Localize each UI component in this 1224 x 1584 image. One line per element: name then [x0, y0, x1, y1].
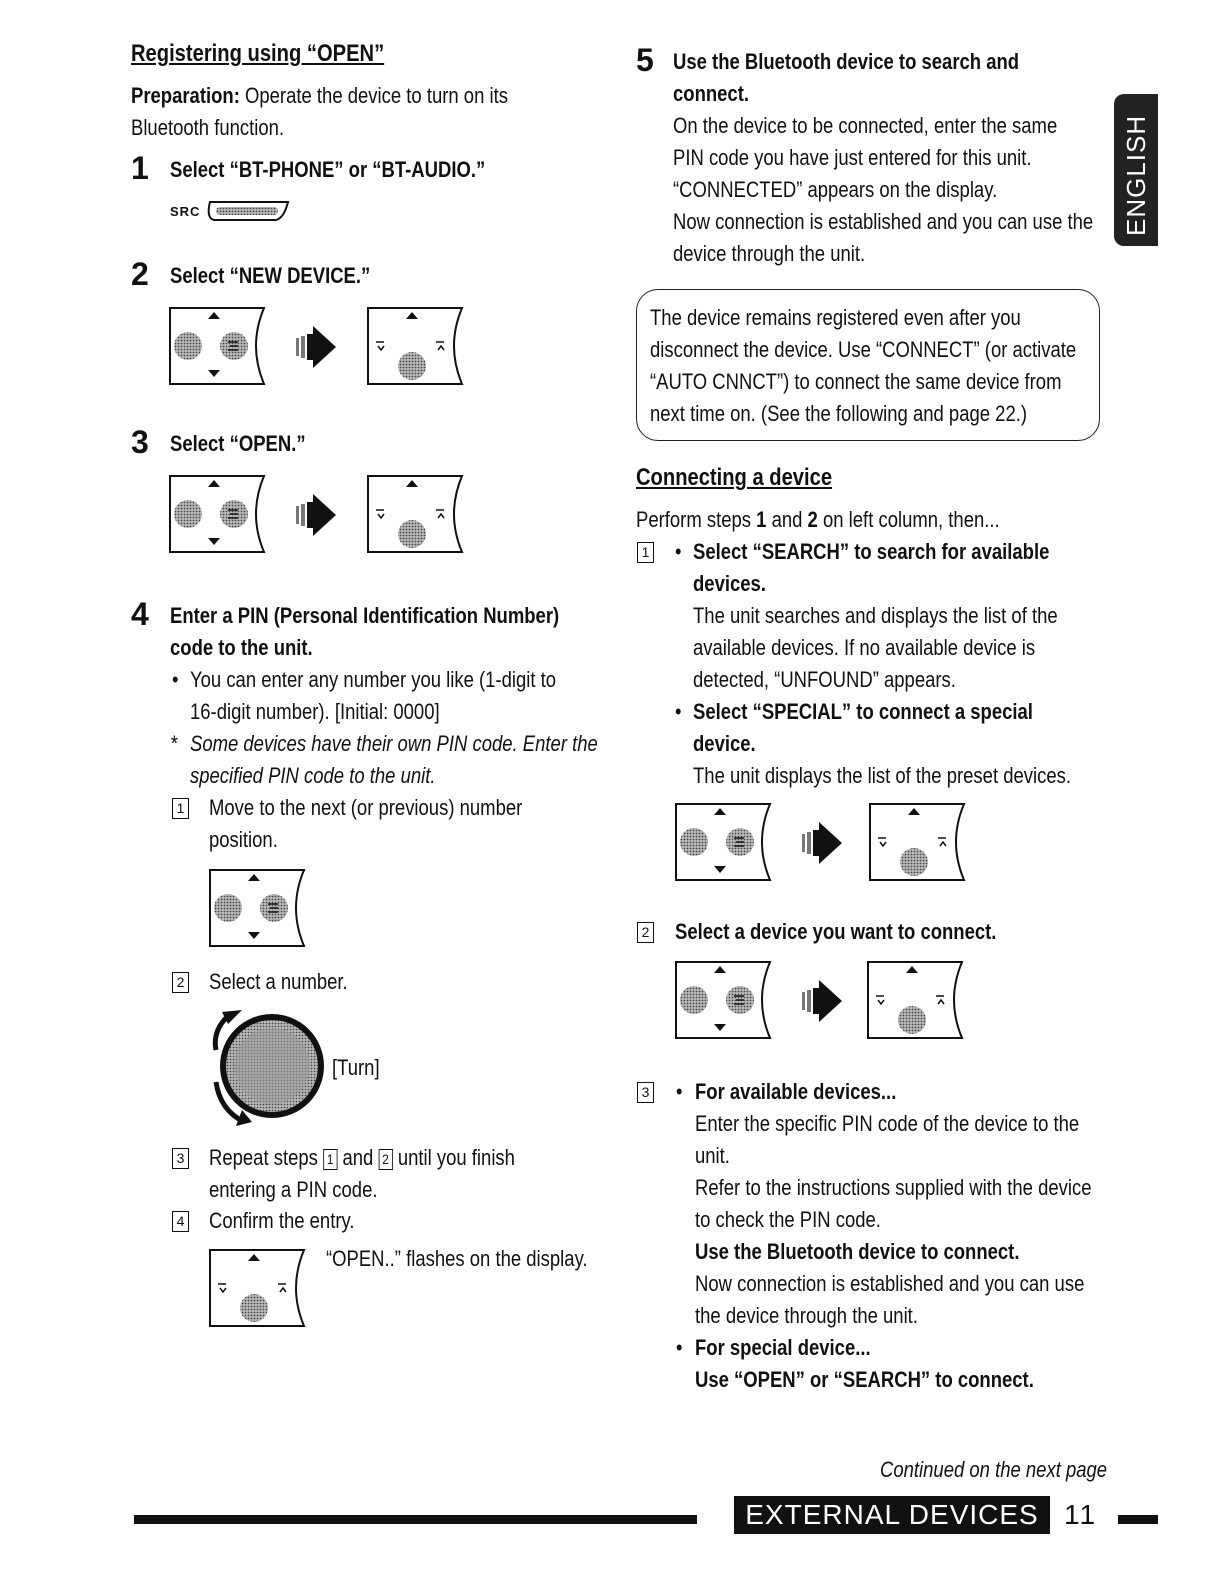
preparation-line2: Bluetooth function.	[131, 115, 285, 140]
step5-body-1: On the device to be connected, enter the same	[673, 113, 1058, 138]
step4-instruction-line2: code to the unit.	[170, 635, 313, 660]
control-panel-icon	[366, 474, 466, 556]
search-bullet-line2: devices.	[693, 571, 766, 596]
language-tab-label: ENGLISH	[1121, 114, 1151, 236]
select-device-text: Select a device you want to connect.	[675, 919, 997, 944]
src-button-icon	[204, 198, 292, 224]
available-bold: Use the Bluetooth device to connect.	[695, 1239, 1020, 1264]
step5-body-3: “CONNECTED” appears on the display.	[673, 177, 998, 202]
substep-box-2: 2	[637, 922, 654, 943]
substep1-line1: Move to the next (or previous) number	[209, 795, 523, 820]
search-body-2: available devices. If no available device is	[693, 635, 1036, 660]
section-title-registering: Registering using “OPEN”	[131, 40, 385, 67]
available-body-4: to check the PIN code.	[695, 1207, 881, 1232]
preparation-label: Preparation:	[131, 83, 240, 108]
note-line2: disconnect the device. Use “CONNECT” (or activate	[650, 337, 1077, 362]
substep3-line1	[209, 1142, 515, 1174]
substep3-line2: entering a PIN code.	[209, 1177, 378, 1202]
substep2-text: Select a number.	[209, 969, 348, 994]
note-line1: The device remains registered even after you	[650, 305, 1021, 330]
step-number-5: 5	[636, 42, 654, 78]
available-body-3: Refer to the instructions supplied with the device	[695, 1175, 1092, 1200]
step-number-1: 1	[131, 150, 149, 186]
bullet: •	[676, 1335, 683, 1360]
substep-box-2: 2	[172, 972, 189, 993]
intro-text-c: on left column, then...	[817, 507, 1000, 532]
page-number: 11	[1064, 1499, 1098, 1530]
note-line4: next time on. (See the following and page 22.)	[650, 401, 1028, 426]
step5-body-4: Now connection is established and you can use the	[673, 209, 1094, 234]
note-line3: “AUTO CNNCT”) to connect the same device from	[650, 369, 1062, 394]
intro-text-a: Perform steps	[636, 507, 757, 532]
step4-note-line1: Some devices have their own PIN code. Enter the	[190, 731, 598, 756]
asterisk: *	[170, 731, 178, 756]
substep3-text-b: and	[337, 1145, 379, 1170]
available-body-1: Enter the specific PIN code of the device to the	[695, 1111, 1080, 1136]
control-panel-icon	[366, 306, 466, 388]
continued-note: Continued on the next page	[880, 1457, 1108, 1482]
special-bullet-line1: Select “SPECIAL” to connect a special	[693, 699, 1033, 724]
step-number-2: 2	[131, 256, 149, 292]
step4-instruction-line1: Enter a PIN (Personal Identification Number)	[170, 603, 560, 628]
arrow-right-icon	[802, 818, 844, 868]
intro-step-1: 1	[756, 507, 767, 532]
preparation-body: Operate the device to turn on its	[239, 83, 508, 108]
substep4-text: Confirm the entry.	[209, 1208, 355, 1233]
special-bullet-line2: device.	[693, 731, 756, 756]
special-device-bullet: For special device...	[695, 1335, 871, 1360]
step5-instruction-line1: Use the Bluetooth device to search and	[673, 49, 1020, 74]
control-panel-icon	[168, 306, 268, 388]
bullet: •	[676, 1079, 683, 1104]
footer-rule-right	[1118, 1515, 1158, 1524]
bullet: •	[675, 699, 682, 724]
available-body-5: Now connection is established and you can use	[695, 1271, 1085, 1296]
special-device-bold: Use “OPEN” or “SEARCH” to connect.	[695, 1367, 1034, 1392]
step5-instruction-line2: connect.	[673, 81, 749, 106]
search-bullet-line1: Select “SEARCH” to search for available	[693, 539, 1050, 564]
footer-rule	[134, 1515, 697, 1524]
substep4-note: “OPEN..” flashes on the display.	[326, 1246, 588, 1271]
connect-intro	[636, 504, 1000, 536]
substep3-text-c: until you finish	[392, 1145, 515, 1170]
available-body-2: unit.	[695, 1143, 730, 1168]
substep-box-3: 3	[637, 1082, 654, 1103]
inline-box-1: 1	[323, 1149, 337, 1170]
available-devices-bullet: For available devices...	[695, 1079, 897, 1104]
available-body-6: the device through the unit.	[695, 1303, 918, 1328]
arrow-right-icon	[296, 322, 338, 372]
step4-bullet-line1: You can enter any number you like (1-digit to	[190, 667, 557, 692]
step4-note-line2: specified PIN code to the unit.	[190, 763, 436, 788]
substep3-text-a: Repeat steps	[209, 1145, 324, 1170]
substep1-line2: position.	[209, 827, 278, 852]
intro-text-b: and	[766, 507, 808, 532]
rotary-knob-icon	[208, 1010, 332, 1128]
step3-instruction: Select “OPEN.”	[170, 431, 306, 456]
step5-body-5: device through the unit.	[673, 241, 866, 266]
step4-bullet-line2: 16-digit number). [Initial: 0000]	[190, 699, 440, 724]
control-panel-icon	[208, 1248, 308, 1330]
substep-box-4: 4	[172, 1211, 189, 1232]
bullet: •	[172, 667, 179, 692]
step2-instruction: Select “NEW DEVICE.”	[170, 263, 371, 288]
substep-box-3: 3	[172, 1148, 189, 1169]
step-number-4: 4	[131, 596, 149, 632]
control-panel-icon	[868, 802, 968, 884]
language-tab	[1114, 94, 1158, 246]
step-number-3: 3	[131, 424, 149, 460]
control-panel-icon	[168, 474, 268, 556]
arrow-right-icon	[802, 976, 844, 1026]
bullet: •	[675, 539, 682, 564]
step1-instruction: Select “BT-PHONE” or “BT-AUDIO.”	[170, 157, 486, 182]
control-panel-icon	[674, 802, 774, 884]
inline-box-2: 2	[378, 1149, 392, 1170]
search-body-1: The unit searches and displays the list of the	[693, 603, 1058, 628]
control-panel-icon	[866, 960, 966, 1042]
src-button-label: SRC	[170, 204, 201, 219]
preparation-text	[131, 80, 508, 112]
search-body-3: detected, “UNFOUND” appears.	[693, 667, 956, 692]
intro-step-2: 2	[807, 507, 818, 532]
turn-label: [Turn]	[332, 1055, 380, 1080]
section-title-connecting: Connecting a device	[636, 464, 833, 491]
arrow-right-icon	[296, 490, 338, 540]
footer-section-label: EXTERNAL DEVICES	[745, 1499, 1039, 1530]
control-panel-icon	[674, 960, 774, 1042]
substep-box-1: 1	[172, 798, 189, 819]
special-body: The unit displays the list of the preset devices.	[693, 763, 1072, 788]
step5-body-2: PIN code you have just entered for this unit.	[673, 145, 1032, 170]
control-panel-icon	[208, 868, 308, 950]
substep-box-1: 1	[637, 542, 654, 563]
